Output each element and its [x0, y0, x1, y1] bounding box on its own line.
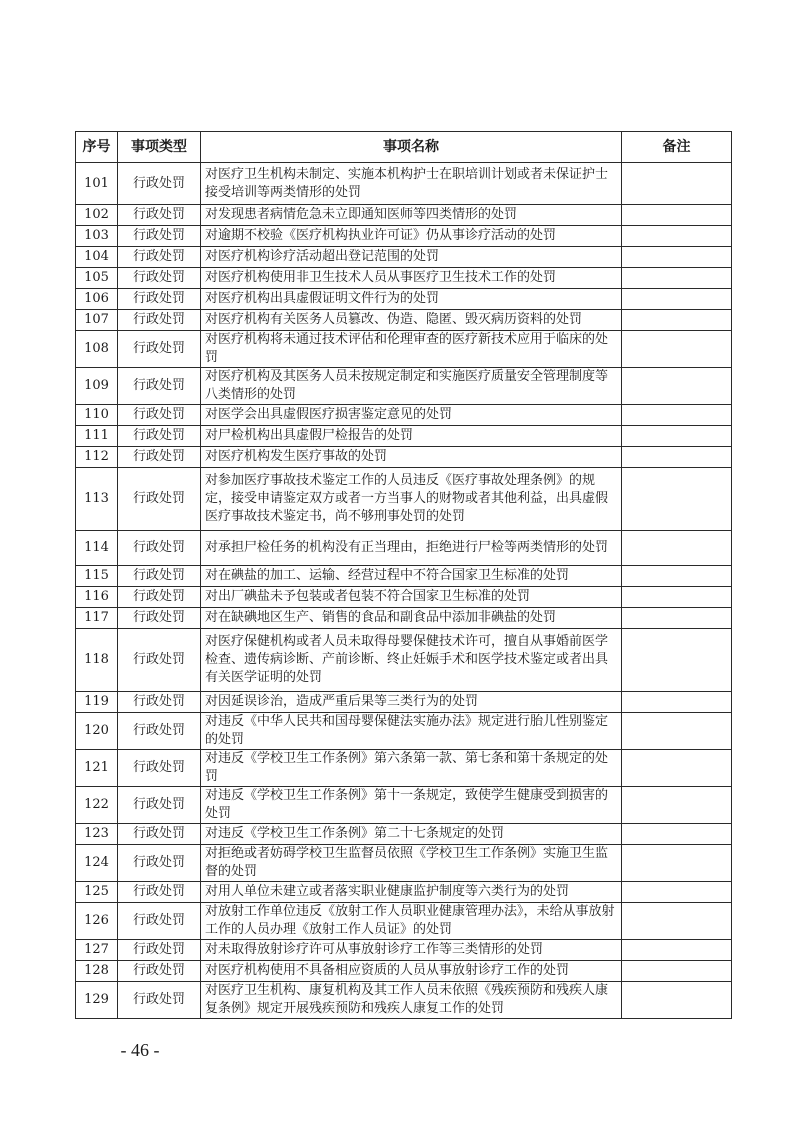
row-name: 对逾期不校验《医疗机构执业许可证》仍从事诊疗活动的处罚: [201, 226, 622, 247]
row-name: 对医学会出具虚假医疗损害鉴定意见的处罚: [201, 405, 622, 426]
row-type: 行政处罚: [118, 405, 201, 426]
row-name: 对医疗保健机构或者人员未取得母婴保健技术许可，擅自从事婚前医学检查、遗传病诊断、产前诊断、终止妊娠手术和医学技术鉴定或者出具有关医学证明的处罚: [201, 629, 622, 692]
row-note: [622, 982, 732, 1019]
table-row: [76, 331, 732, 368]
row-number: 108: [76, 331, 118, 368]
row-note: [622, 289, 732, 310]
row-note: [622, 824, 732, 845]
row-type: 行政处罚: [118, 368, 201, 405]
table-row: [76, 692, 732, 713]
row-name: 对医疗机构将未通过技术评估和伦理审查的医疗新技术应用于临床的处罚: [201, 331, 622, 368]
row-note: [622, 566, 732, 587]
row-number: 116: [76, 587, 118, 608]
row-number: 117: [76, 608, 118, 629]
table-row: [76, 882, 732, 903]
row-type: 行政处罚: [118, 268, 201, 289]
row-type: 行政处罚: [118, 226, 201, 247]
row-note: [622, 405, 732, 426]
row-name: 对发现患者病情危急未立即通知医师等四类情形的处罚: [201, 205, 622, 226]
header-note: 备注: [622, 132, 732, 163]
table-row: [76, 750, 732, 787]
row-note: [622, 226, 732, 247]
row-note: [622, 331, 732, 368]
row-number: 128: [76, 961, 118, 982]
row-name: 对放射工作单位违反《放射工作人员职业健康管理办法》，未给从事放射工作的人员办理《放射工作人员证》的处罚: [201, 903, 622, 940]
row-type: 行政处罚: [118, 531, 201, 566]
row-number: 111: [76, 426, 118, 447]
row-note: [622, 608, 732, 629]
table-row: [76, 903, 732, 940]
row-number: 105: [76, 268, 118, 289]
row-type: 行政处罚: [118, 982, 201, 1019]
row-note: [622, 961, 732, 982]
row-number: 119: [76, 692, 118, 713]
row-number: 125: [76, 882, 118, 903]
row-type: 行政处罚: [118, 426, 201, 447]
row-name: 对医疗卫生机构、康复机构及其工作人员未依照《残疾预防和残疾人康复条例》规定开展残疾预防和残疾人康复工作的处罚: [201, 982, 622, 1019]
row-name: 对出厂碘盐未予包装或者包装不符合国家卫生标准的处罚: [201, 587, 622, 608]
table-row: [76, 787, 732, 824]
row-number: 120: [76, 713, 118, 750]
row-type: 行政处罚: [118, 629, 201, 692]
row-type: 行政处罚: [118, 787, 201, 824]
table-row: [76, 531, 732, 566]
row-name: 对违反《学校卫生工作条例》第六条第一款、第七条和第十条规定的处罚: [201, 750, 622, 787]
row-note: [622, 750, 732, 787]
row-type: 行政处罚: [118, 310, 201, 331]
row-number: 118: [76, 629, 118, 692]
row-type: 行政处罚: [118, 163, 201, 205]
row-note: [622, 940, 732, 961]
row-type: 行政处罚: [118, 289, 201, 310]
row-type: 行政处罚: [118, 608, 201, 629]
row-type: 行政处罚: [118, 882, 201, 903]
row-type: 行政处罚: [118, 447, 201, 468]
table-row: [76, 268, 732, 289]
row-note: [622, 882, 732, 903]
row-name: 对医疗机构使用非卫生技术人员从事医疗卫生技术工作的处罚: [201, 268, 622, 289]
row-name: 对医疗机构使用不具备相应资质的人员从事放射诊疗工作的处罚: [201, 961, 622, 982]
row-number: 101: [76, 163, 118, 205]
row-note: [622, 468, 732, 531]
row-name: 对用人单位未建立或者落实职业健康监护制度等六类行为的处罚: [201, 882, 622, 903]
page-number: - 46 -: [120, 1040, 160, 1060]
table-row: [76, 629, 732, 692]
table-row: [76, 163, 732, 205]
row-name: 对医疗卫生机构未制定、实施本机构护士在职培训计划或者未保证护士接受培训等两类情形的处罚: [201, 163, 622, 205]
table-row: [76, 845, 732, 882]
table-row: [76, 426, 732, 447]
row-note: [622, 531, 732, 566]
table-row: [76, 247, 732, 268]
row-name: 对在缺碘地区生产、销售的食品和副食品中添加非碘盐的处罚: [201, 608, 622, 629]
row-number: 127: [76, 940, 118, 961]
row-number: 102: [76, 205, 118, 226]
row-number: 113: [76, 468, 118, 531]
row-name: 对医疗机构诊疗活动超出登记范围的处罚: [201, 247, 622, 268]
row-note: [622, 447, 732, 468]
table-row: [76, 940, 732, 961]
row-name: 对未取得放射诊疗许可从事放射诊疗工作等三类情形的处罚: [201, 940, 622, 961]
row-number: 104: [76, 247, 118, 268]
row-number: 107: [76, 310, 118, 331]
row-name: 对医疗机构发生医疗事故的处罚: [201, 447, 622, 468]
row-name: 对在碘盐的加工、运输、经营过程中不符合国家卫生标准的处罚: [201, 566, 622, 587]
row-type: 行政处罚: [118, 750, 201, 787]
row-type: 行政处罚: [118, 824, 201, 845]
row-note: [622, 903, 732, 940]
row-type: 行政处罚: [118, 692, 201, 713]
items-table: [75, 131, 732, 1019]
row-type: 行政处罚: [118, 468, 201, 531]
row-note: [622, 629, 732, 692]
row-type: 行政处罚: [118, 205, 201, 226]
row-number: 129: [76, 982, 118, 1019]
row-name: 对承担尸检任务的机构没有正当理由，拒绝进行尸检等两类情形的处罚: [201, 531, 622, 566]
row-type: 行政处罚: [118, 713, 201, 750]
row-number: 106: [76, 289, 118, 310]
row-number: 121: [76, 750, 118, 787]
row-number: 123: [76, 824, 118, 845]
table-row: [76, 226, 732, 247]
row-name: 对医疗机构出具虚假证明文件行为的处罚: [201, 289, 622, 310]
table-row: [76, 824, 732, 845]
row-name: 对医疗机构有关医务人员篡改、伪造、隐匿、毁灭病历资料的处罚: [201, 310, 622, 331]
table-row: [76, 205, 732, 226]
row-note: [622, 713, 732, 750]
row-name: 对违反《学校卫生工作条例》第十一条规定，致使学生健康受到损害的处罚: [201, 787, 622, 824]
row-type: 行政处罚: [118, 587, 201, 608]
row-number: 115: [76, 566, 118, 587]
row-type: 行政处罚: [118, 331, 201, 368]
row-note: [622, 587, 732, 608]
row-note: [622, 426, 732, 447]
row-type: 行政处罚: [118, 566, 201, 587]
table-row: [76, 566, 732, 587]
row-number: 124: [76, 845, 118, 882]
table-row: [76, 468, 732, 531]
table-row: [76, 961, 732, 982]
row-note: [622, 310, 732, 331]
table-row: [76, 982, 732, 1019]
table-row: [76, 289, 732, 310]
row-number: 114: [76, 531, 118, 566]
row-note: [622, 368, 732, 405]
row-note: [622, 163, 732, 205]
table-row: [76, 405, 732, 426]
table-row: [76, 447, 732, 468]
row-number: 112: [76, 447, 118, 468]
row-name: 对参加医疗事故技术鉴定工作的人员违反《医疗事故处理条例》的规定，接受申请鉴定双方或者一方当事人的财物或者其他利益，出具虚假医疗事故技术鉴定书，尚不够刑事处罚的处罚: [201, 468, 622, 531]
row-name: 对违反《学校卫生工作条例》第二十七条规定的处罚: [201, 824, 622, 845]
row-number: 109: [76, 368, 118, 405]
table-header-row: [76, 132, 732, 163]
row-type: 行政处罚: [118, 247, 201, 268]
row-note: [622, 205, 732, 226]
table-row: [76, 310, 732, 331]
row-note: [622, 247, 732, 268]
header-name: 事项名称: [201, 132, 622, 163]
table-row: [76, 608, 732, 629]
row-note: [622, 268, 732, 289]
row-number: 103: [76, 226, 118, 247]
row-name: 对拒绝或者妨碍学校卫生监督员依照《学校卫生工作条例》实施卫生监督的处罚: [201, 845, 622, 882]
row-note: [622, 787, 732, 824]
row-name: 对尸检机构出具虚假尸检报告的处罚: [201, 426, 622, 447]
row-type: 行政处罚: [118, 845, 201, 882]
table-row: [76, 368, 732, 405]
row-name: 对违反《中华人民共和国母婴保健法实施办法》规定进行胎儿性别鉴定的处罚: [201, 713, 622, 750]
row-number: 126: [76, 903, 118, 940]
row-number: 110: [76, 405, 118, 426]
row-type: 行政处罚: [118, 903, 201, 940]
header-no: 序号: [76, 132, 118, 163]
row-number: 122: [76, 787, 118, 824]
table-row: [76, 713, 732, 750]
row-note: [622, 692, 732, 713]
header-type: 事项类型: [118, 132, 201, 163]
row-type: 行政处罚: [118, 940, 201, 961]
row-name: 对医疗机构及其医务人员未按规定制定和实施医疗质量安全管理制度等八类情形的处罚: [201, 368, 622, 405]
row-name: 对因延误诊治，造成严重后果等三类行为的处罚: [201, 692, 622, 713]
row-type: 行政处罚: [118, 961, 201, 982]
row-note: [622, 845, 732, 882]
table-row: [76, 587, 732, 608]
